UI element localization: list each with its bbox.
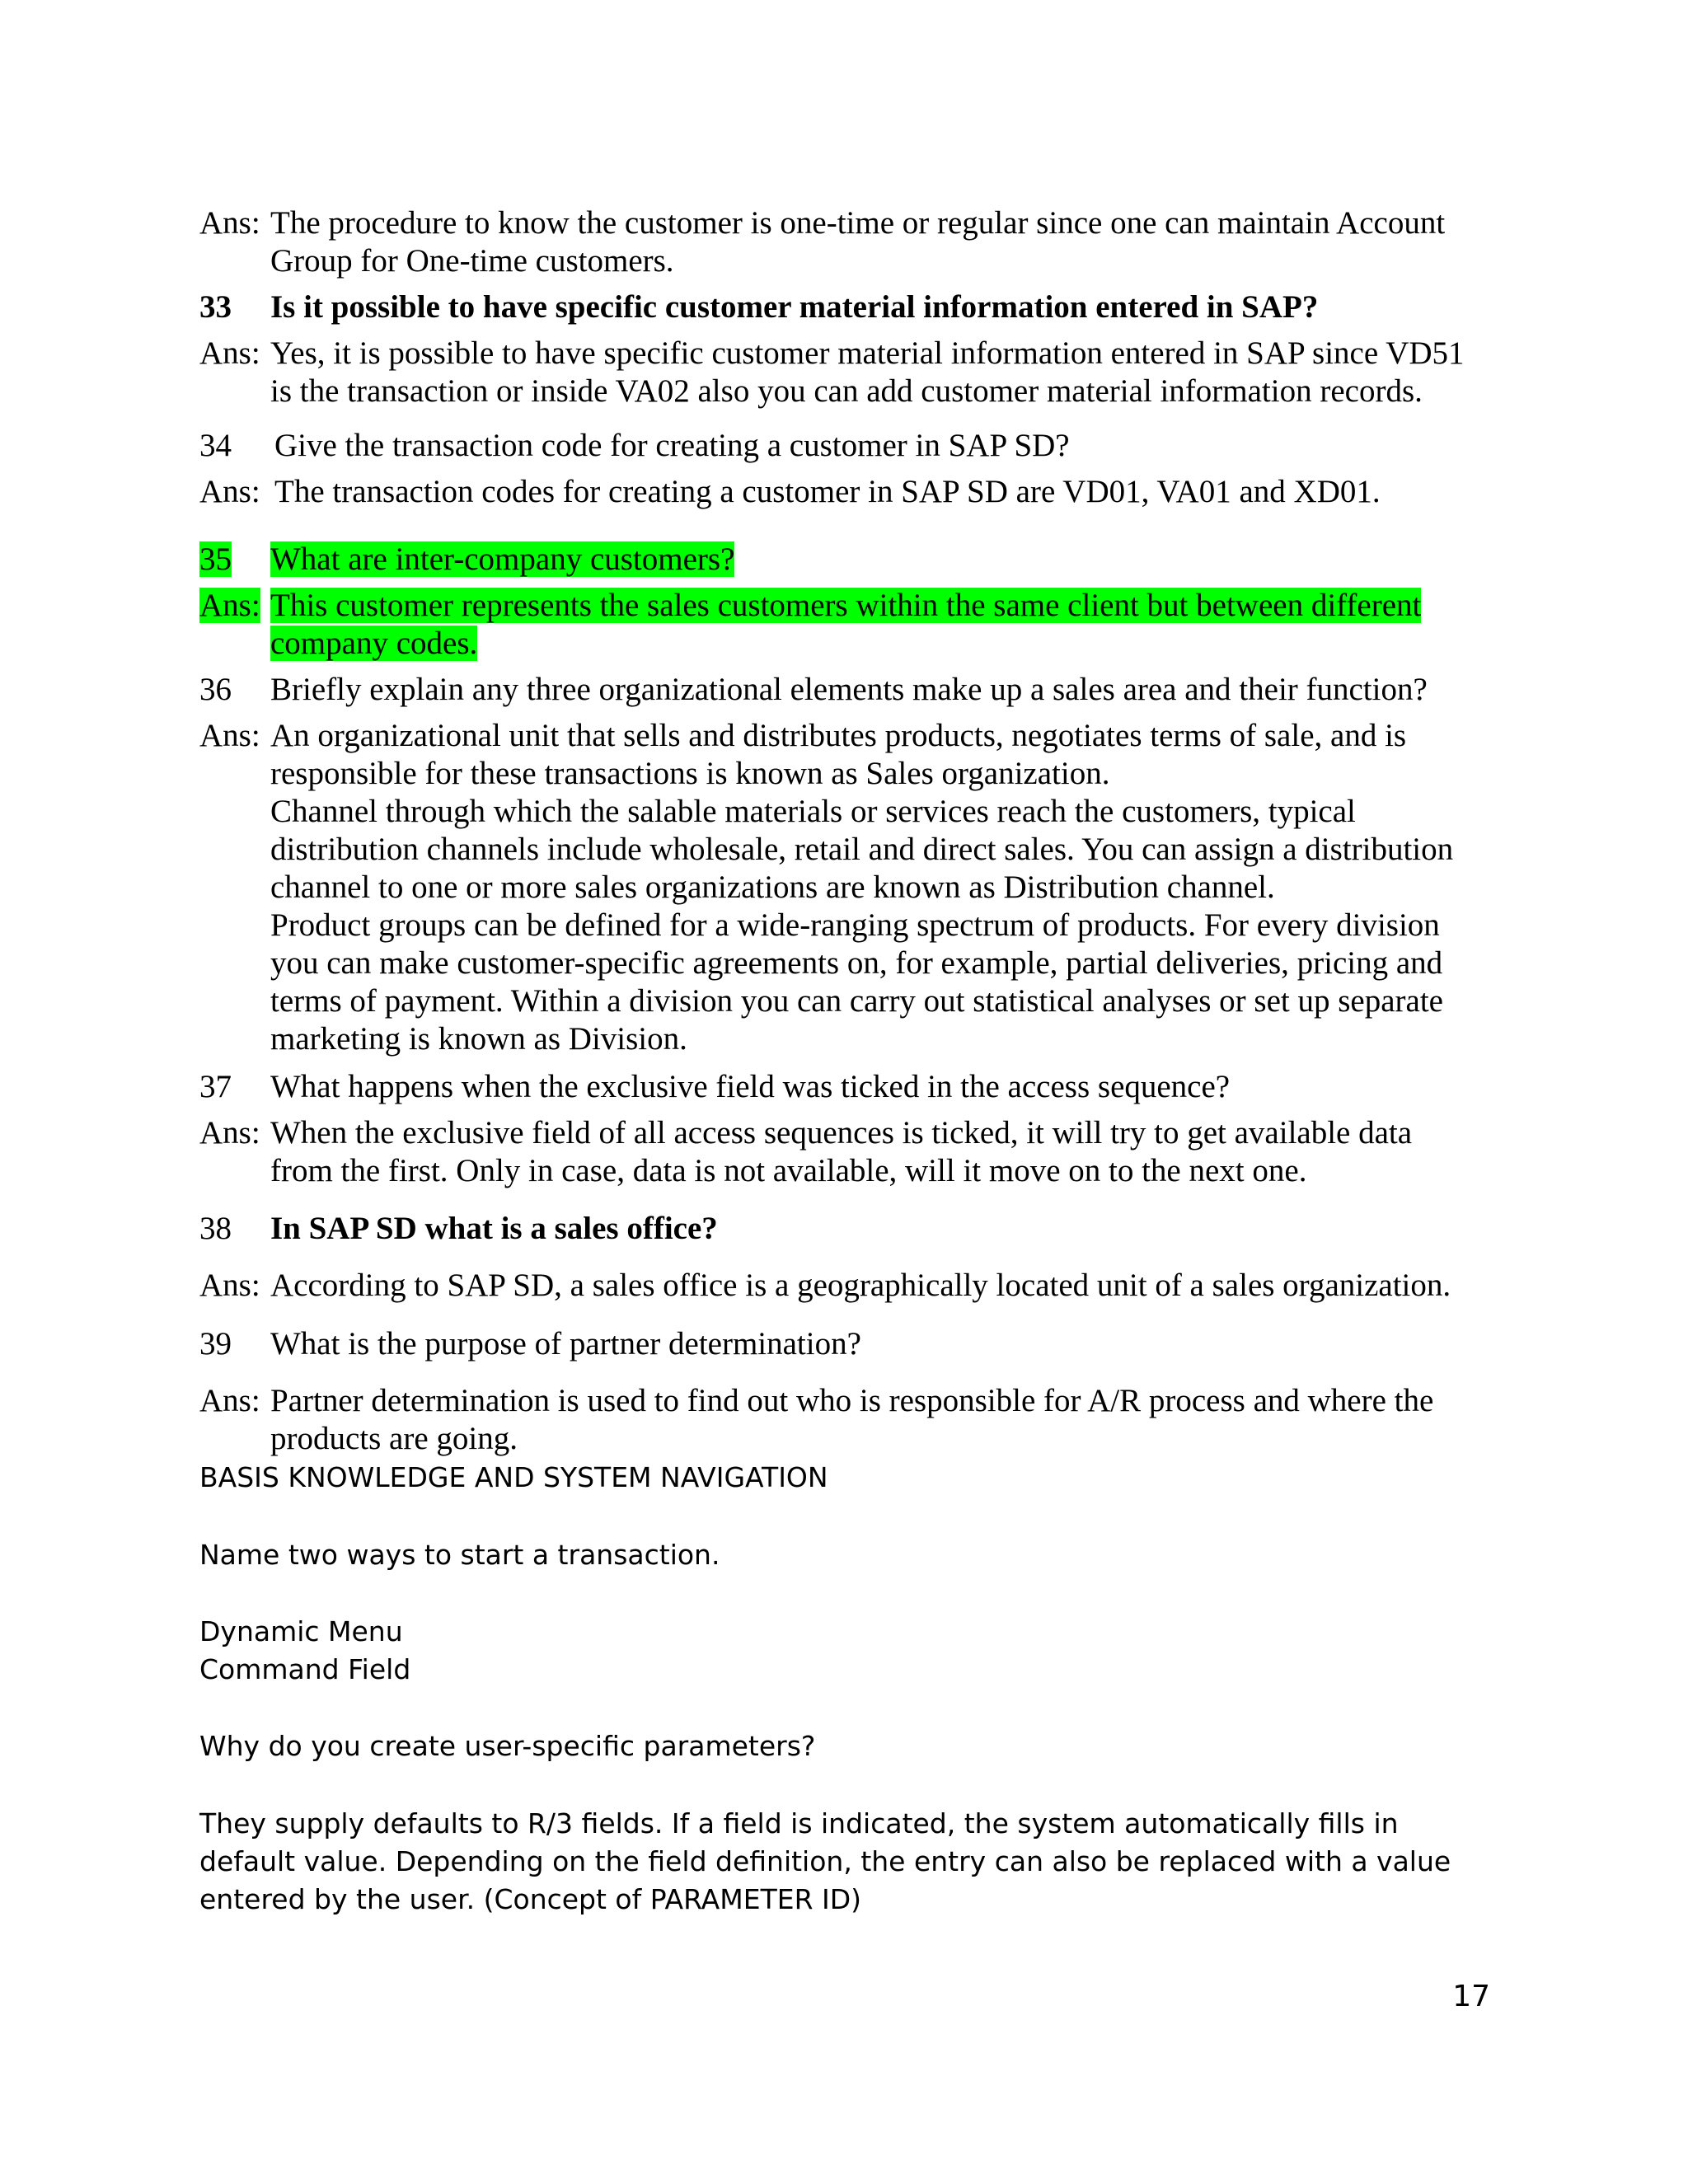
answer-label: Ans: bbox=[199, 1115, 260, 1151]
question-block bbox=[199, 288, 1518, 326]
question-text: In SAP SD what is a sales office? bbox=[270, 1211, 718, 1246]
answer-label: Ans: bbox=[199, 718, 260, 753]
question-number: 36 bbox=[199, 672, 232, 707]
question-text: What is the purpose of partner determination? bbox=[270, 1326, 861, 1361]
qa-block bbox=[199, 473, 1518, 511]
qa-block bbox=[199, 1382, 1518, 1458]
answer-label: Ans: bbox=[199, 1383, 260, 1418]
question-number: 33 bbox=[199, 289, 232, 325]
basis-answer-line: They supply defaults to R/3 fields. If a field is indicated, the system automatically fills in bbox=[199, 1807, 1399, 1840]
section-heading: BASIS KNOWLEDGE AND SYSTEM NAVIGATION bbox=[199, 1461, 828, 1493]
answer-label: Ans: bbox=[199, 335, 260, 371]
qa-block bbox=[199, 335, 1518, 410]
answer-text: According to SAP SD, a sales office is a geographically located unit of a sales organization. bbox=[270, 1268, 1451, 1303]
answer-text: When the exclusive field of all access sequences is ticked, it will try to get available data from the first. Only in case, data is not available, will it move on to the next one. bbox=[270, 1115, 1413, 1188]
question-text: What happens when the exclusive field was ticked in the access sequence? bbox=[270, 1069, 1231, 1104]
qa-block bbox=[199, 717, 1518, 1058]
answer-label: Ans: bbox=[199, 588, 260, 623]
question-number: 38 bbox=[199, 1211, 232, 1246]
qa-block bbox=[199, 204, 1518, 280]
answer-text: An organizational unit that sells and distributes products, negotiates terms of sale, and is responsible for these transactions is known as Sales organization. Channel through which the salable materials or services reach the customers, typical distribution channels include wholesale, retail and direct sales. You can assign a distribution channel to one or more sales organizations are known as Distribution channel. Product groups can be defined for a wide-ranging spectrum of products. For every division you can make customer-specific agreements on, for example, partial deliveries, pricing and terms of payment. Within a division you can carry out statistical analyses or set up separate marketing is known as Division. bbox=[270, 718, 1454, 1057]
question-number: 35 bbox=[199, 541, 232, 577]
question-number: 39 bbox=[199, 1326, 232, 1361]
qa-block-highlighted bbox=[199, 587, 1518, 663]
answer-text: This customer represents the sales customers within the same client but between different company codes. bbox=[270, 588, 1422, 661]
question-block bbox=[199, 1325, 1518, 1363]
answer-text: Partner determination is used to find out who is responsible for A/R process and where the products are going. bbox=[270, 1383, 1434, 1456]
answer-text: Yes, it is possible to have specific customer material information entered in SAP since VD51 is the transaction or inside VA02 also you can add customer material information records. bbox=[270, 335, 1465, 409]
question-block bbox=[199, 1210, 1518, 1248]
answer-text: The procedure to know the customer is one-time or regular since one can maintain Account Group for One-time customers. bbox=[270, 205, 1446, 279]
qa-block bbox=[199, 1267, 1518, 1305]
question-block bbox=[199, 671, 1518, 709]
question-text: Is it possible to have specific customer material information entered in SAP? bbox=[270, 289, 1319, 325]
basis-answer-line: default value. Depending on the field definition, the entry can also be replaced with a value bbox=[199, 1845, 1451, 1877]
basis-answer-line: Dynamic Menu bbox=[199, 1615, 403, 1647]
question-block bbox=[199, 427, 1518, 465]
page-number: 17 bbox=[1452, 1980, 1490, 2013]
answer-label: Ans: bbox=[199, 474, 260, 509]
answer-text: The transaction codes for creating a customer in SAP SD are VD01, VA01 and XD01. bbox=[274, 474, 1381, 509]
basis-answer-line: entered by the user. (Concept of PARAMETER ID) bbox=[199, 1883, 862, 1915]
answer-label: Ans: bbox=[199, 1268, 260, 1303]
basis-question: Why do you create user-specific parameters? bbox=[199, 1730, 816, 1762]
basis-question: Name two ways to start a transaction. bbox=[199, 1539, 720, 1571]
question-text: What are inter-company customers? bbox=[270, 541, 735, 577]
question-text: Briefly explain any three organizational elements make up a sales area and their function? bbox=[270, 672, 1428, 707]
question-block bbox=[199, 1068, 1518, 1106]
question-text: Give the transaction code for creating a customer in SAP SD? bbox=[274, 428, 1070, 463]
question-number: 37 bbox=[199, 1069, 232, 1104]
basis-answer-line: Command Field bbox=[199, 1653, 411, 1685]
question-number: 34 bbox=[199, 428, 232, 463]
qa-block bbox=[199, 1114, 1518, 1190]
question-block-highlighted bbox=[199, 541, 1518, 579]
answer-label: Ans: bbox=[199, 205, 260, 241]
